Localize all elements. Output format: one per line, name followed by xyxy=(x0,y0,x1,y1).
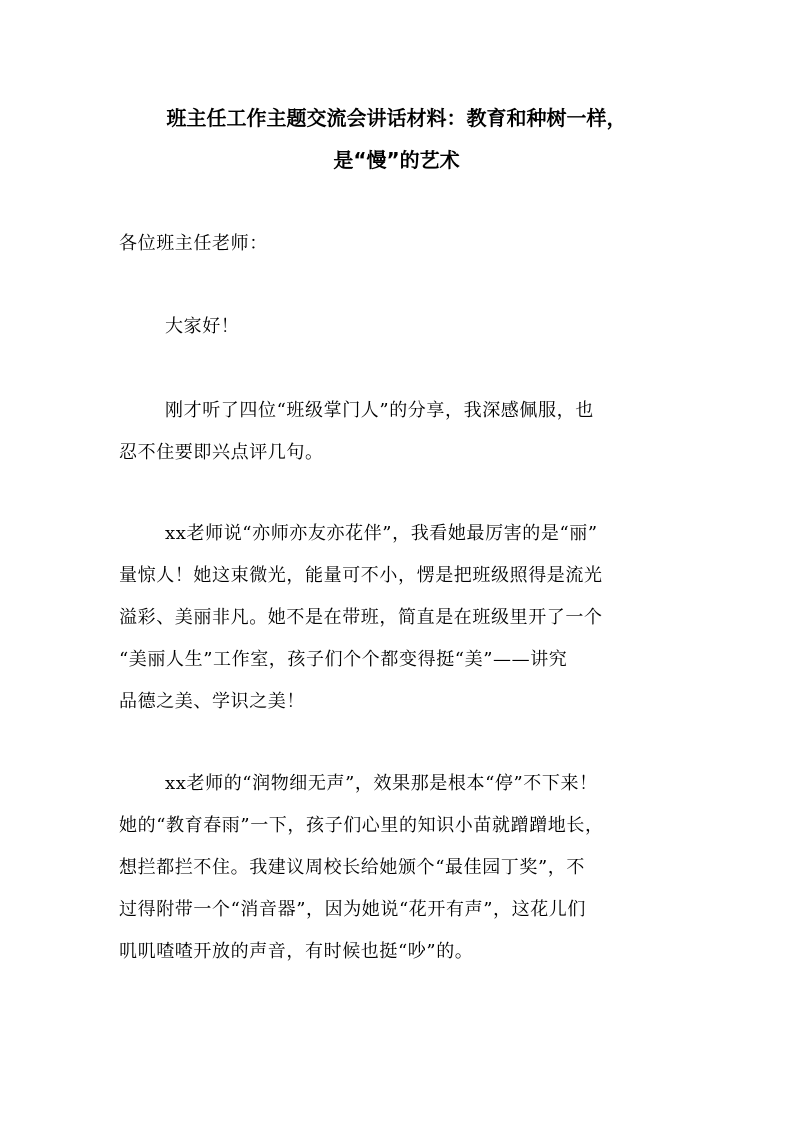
paragraph-3-line-1: xx老师的“润物细无声”，效果那是根本“停”不下来！ xyxy=(165,773,598,794)
paragraph-3-line-3: 想拦都拦不住。我建议周校长给她颁个“最佳园丁奖”，不 xyxy=(119,857,586,878)
greeting: 大家好！ xyxy=(165,316,240,337)
paragraph-3-line-4: 过得附带一个“消音器”，因为她说“花开有声”，这花儿们 xyxy=(119,899,587,920)
salutation: 各位班主任老师： xyxy=(119,233,268,254)
paragraph-2-line-5: 品德之美、学识之美！ xyxy=(119,691,305,712)
paragraph-1-line-2: 忍不住要即兴点评几句。 xyxy=(119,442,324,463)
paragraph-1-line-1: 刚才听了四位“班级掌门人”的分享，我深感佩服，也 xyxy=(165,400,594,421)
document-title-line-1: 班主任工作主题交流会讲话材料：教育和种树一样， xyxy=(166,106,627,130)
paragraph-2-line-4: “美丽人生”工作室，孩子们个个都变得挺“美”——讲究 xyxy=(119,649,568,670)
paragraph-3-line-5: 叽叽喳喳开放的声音，有时候也挺“吵”的。 xyxy=(119,941,474,962)
paragraph-3-line-2: 她的“教育春雨”一下，孩子们心里的知识小苗就蹭蹭地长， xyxy=(119,815,604,836)
paragraph-2-line-2: 量惊人！她这束微光，能量可不小，愣是把班级照得是流光 xyxy=(119,565,603,586)
document-title-line-2: 是“慢”的艺术 xyxy=(333,148,460,172)
paragraph-2-line-1: xx老师说“亦师亦友亦花伴”，我看她最厉害的是“丽” xyxy=(165,523,598,544)
paragraph-2-line-3: 溢彩、美丽非凡。她不是在带班，简直是在班级里开了一个 xyxy=(119,607,603,628)
